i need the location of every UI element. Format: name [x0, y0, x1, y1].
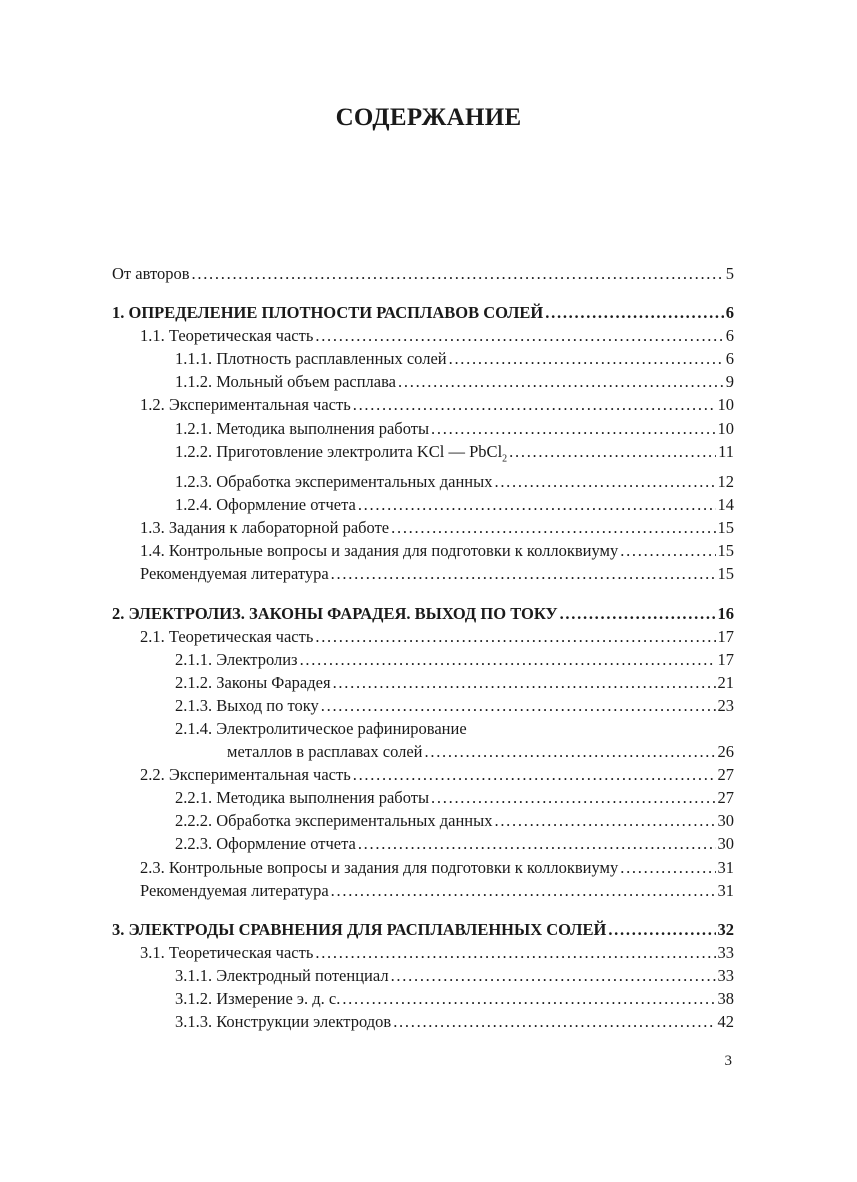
toc-entry-label: 3. ЭЛЕКТРОДЫ СРАВНЕНИЯ ДЛЯ РАСПЛАВЛЕННЫХ СОЛЕЙ — [112, 919, 607, 939]
toc-entry-page: 17 — [717, 626, 734, 646]
toc-entry-2-1-4-continued[interactable] — [112, 740, 734, 763]
toc-entry-2-3[interactable] — [112, 856, 734, 879]
toc-entry-1-2-1[interactable] — [112, 417, 734, 440]
toc-entry-label: 1.2.3. Обработка экспериментальных данных — [175, 472, 493, 492]
toc-entry-label: 1.1.1. Плотность расплавленных солей — [175, 349, 447, 369]
toc-entry-label: 3.1.2. Измерение э. д. с. — [175, 989, 341, 1009]
page-title: СОДЕРЖАНИЕ — [335, 104, 522, 131]
subscript: 2 — [502, 452, 508, 464]
toc-entry-page: 21 — [717, 672, 734, 692]
toc-entry-2-2-3[interactable] — [112, 832, 734, 855]
dot-leader — [393, 1010, 715, 1033]
dot-leader — [391, 964, 716, 987]
toc-entry-2-1-1[interactable] — [112, 648, 734, 671]
toc-chapter-2[interactable] — [112, 602, 734, 625]
toc-entry-2-1[interactable] — [112, 625, 734, 648]
dot-leader — [315, 625, 715, 648]
toc-entry-2-1-4[interactable] — [112, 717, 734, 740]
toc-entry-page: 15 — [717, 518, 734, 538]
toc-entry-intro[interactable] — [112, 262, 734, 285]
toc-entry-page: 6 — [725, 349, 734, 369]
toc-entry-page: 30 — [717, 834, 734, 854]
toc-entry-page: 6 — [725, 303, 734, 323]
dot-leader — [398, 370, 724, 393]
toc-entry-page: 15 — [717, 541, 734, 561]
toc-entry-1-1[interactable] — [112, 324, 734, 347]
toc-entry-1-1-1[interactable] — [112, 347, 734, 370]
toc-entry-label: 2.1. Теоретическая часть — [140, 626, 314, 646]
toc-entry-label: Рекомендуемая литература — [140, 564, 329, 584]
toc-entry-label: 2.2.1. Методика выполнения работы — [175, 788, 430, 808]
toc-entry-2-2-1[interactable] — [112, 786, 734, 809]
toc-entry-3-1-3[interactable] — [112, 1010, 734, 1033]
toc-entry-label — [175, 440, 507, 470]
dot-leader — [431, 786, 715, 809]
toc-entry-2-2[interactable] — [112, 763, 734, 786]
toc-entry-3-1-1[interactable] — [112, 964, 734, 987]
dot-leader — [545, 301, 723, 324]
dot-leader — [333, 671, 716, 694]
toc-entry-label: 1.2.1. Методика выполнения работы — [175, 418, 430, 438]
toc-entry-label: 1.3. Задания к лабораторной работе — [140, 518, 390, 538]
toc-entry-page: 23 — [717, 695, 734, 715]
toc-entry-3-1-2[interactable] — [112, 987, 734, 1010]
dot-leader — [192, 262, 724, 285]
toc-entry-1-literature[interactable] — [112, 562, 734, 585]
toc-chapter-1[interactable] — [112, 301, 734, 324]
toc-entry-page: 17 — [717, 649, 734, 669]
toc-entry-2-1-3[interactable] — [112, 694, 734, 717]
toc-chapter-3[interactable] — [112, 918, 734, 941]
toc-entry-label: 2.1.3. Выход по току — [175, 695, 319, 715]
page-number: 3 — [724, 1053, 732, 1069]
dot-leader — [353, 393, 716, 416]
toc-entry-page: 27 — [717, 788, 734, 808]
toc-entry-1-2[interactable] — [112, 393, 734, 416]
toc-entry-page: 33 — [717, 965, 734, 985]
toc-entry-label: 1.4. Контрольные вопросы и задания для подготовки к коллоквиуму — [140, 541, 619, 561]
toc-entry-label: Рекомендуемая литература — [140, 880, 329, 900]
dot-leader — [620, 539, 715, 562]
toc-entry-label: 1.2. Экспериментальная часть — [140, 395, 351, 415]
toc-entry-page: 33 — [717, 942, 734, 962]
dot-leader — [608, 918, 715, 941]
dot-leader — [620, 856, 715, 879]
toc-entry-label: 1.1. Теоретическая часть — [140, 326, 314, 346]
toc-entry-label: 2. ЭЛЕКТРОЛИЗ. ЗАКОНЫ ФАРАДЕЯ. ВЫХОД ПО ТОКУ — [112, 603, 558, 623]
toc-entry-page: 15 — [717, 564, 734, 584]
dot-leader — [391, 516, 715, 539]
dot-leader — [315, 941, 715, 964]
dot-leader — [321, 694, 716, 717]
toc-entry-page: 16 — [717, 603, 734, 623]
toc-entry-page: 5 — [725, 264, 734, 283]
dot-leader — [342, 987, 715, 1010]
toc-entry-page: 31 — [717, 857, 734, 877]
toc-entry-page: 42 — [717, 1012, 734, 1032]
toc-entry-page: 31 — [717, 880, 734, 900]
toc-entry-label: 3.1.1. Электродный потенциал — [175, 965, 389, 985]
dot-leader — [509, 440, 716, 463]
toc-entry-label: 2.1.2. Законы Фарадея — [175, 672, 331, 692]
toc-entry-1-3[interactable] — [112, 516, 734, 539]
toc-entry-label: 1. ОПРЕДЕЛЕНИЕ ПЛОТНОСТИ РАСПЛАВОВ СОЛЕЙ — [112, 303, 544, 323]
toc-entry-2-1-2[interactable] — [112, 671, 734, 694]
toc-entry-page: 10 — [717, 418, 734, 438]
dot-leader — [331, 879, 716, 902]
toc-entry-3-1[interactable] — [112, 941, 734, 964]
toc-entry-label: 2.1.1. Электролиз — [175, 649, 298, 669]
toc-entry-label: 2.2. Экспериментальная часть — [140, 765, 351, 785]
toc-entry-label-text: 1.2.2. Приготовление электролита KCl — PbCl — [175, 441, 503, 461]
toc-entry-label: 2.3. Контрольные вопросы и задания для подготовки к коллоквиуму — [140, 857, 619, 877]
toc-entry-page: 26 — [717, 742, 734, 762]
dot-leader — [331, 562, 716, 585]
dot-leader — [300, 648, 716, 671]
toc-entry-1-1-2[interactable] — [112, 370, 734, 393]
toc-entry-page: 32 — [717, 919, 734, 939]
toc-entry-page: 14 — [717, 495, 734, 515]
toc-entry-page: 6 — [725, 326, 734, 346]
toc-entry-1-2-2[interactable] — [112, 440, 734, 470]
dot-leader — [449, 347, 724, 370]
toc-entry-label: 1.2.4. Оформление отчета — [175, 495, 356, 515]
toc-entry-label: 1.1.2. Мольный объем расплава — [175, 372, 397, 392]
toc-entry-1-2-4[interactable] — [112, 493, 734, 516]
toc-entry-page: 38 — [717, 989, 734, 1009]
dot-leader — [560, 602, 716, 625]
toc-entry-page: 11 — [718, 441, 734, 461]
toc-entry-page: 10 — [717, 395, 734, 415]
toc-entry-label: 2.1.4. Электролитическое рафинирование — [175, 718, 467, 738]
dot-leader — [315, 324, 723, 347]
toc-entry-label: 2.2.2. Обработка экспериментальных данных — [175, 811, 493, 831]
toc-entry-page: 9 — [725, 372, 734, 392]
dot-leader — [431, 417, 715, 440]
toc-entry-label: От авторов — [112, 264, 190, 283]
toc-entry-label: 3.1. Теоретическая часть — [140, 942, 314, 962]
dot-leader — [358, 832, 716, 855]
dot-leader — [358, 493, 716, 516]
dot-leader — [353, 763, 716, 786]
toc-entry-page: 12 — [717, 472, 734, 492]
dot-leader — [494, 809, 715, 832]
toc-entry-1-4[interactable] — [112, 539, 734, 562]
toc-entry-label: 2.2.3. Оформление отчета — [175, 834, 356, 854]
toc-entry-label: 3.1.3. Конструкции электродов — [175, 1012, 392, 1032]
toc-entry-page: 30 — [717, 811, 734, 831]
toc-entry-label: металлов в расплавах солей — [227, 742, 423, 762]
toc-entry-1-2-3[interactable] — [112, 470, 734, 493]
dot-leader — [494, 470, 715, 493]
table-of-contents — [112, 262, 734, 1033]
toc-entry-2-literature[interactable] — [112, 879, 734, 902]
toc-entry-2-2-2[interactable] — [112, 809, 734, 832]
toc-entry-page: 27 — [717, 765, 734, 785]
dot-leader — [425, 740, 716, 763]
